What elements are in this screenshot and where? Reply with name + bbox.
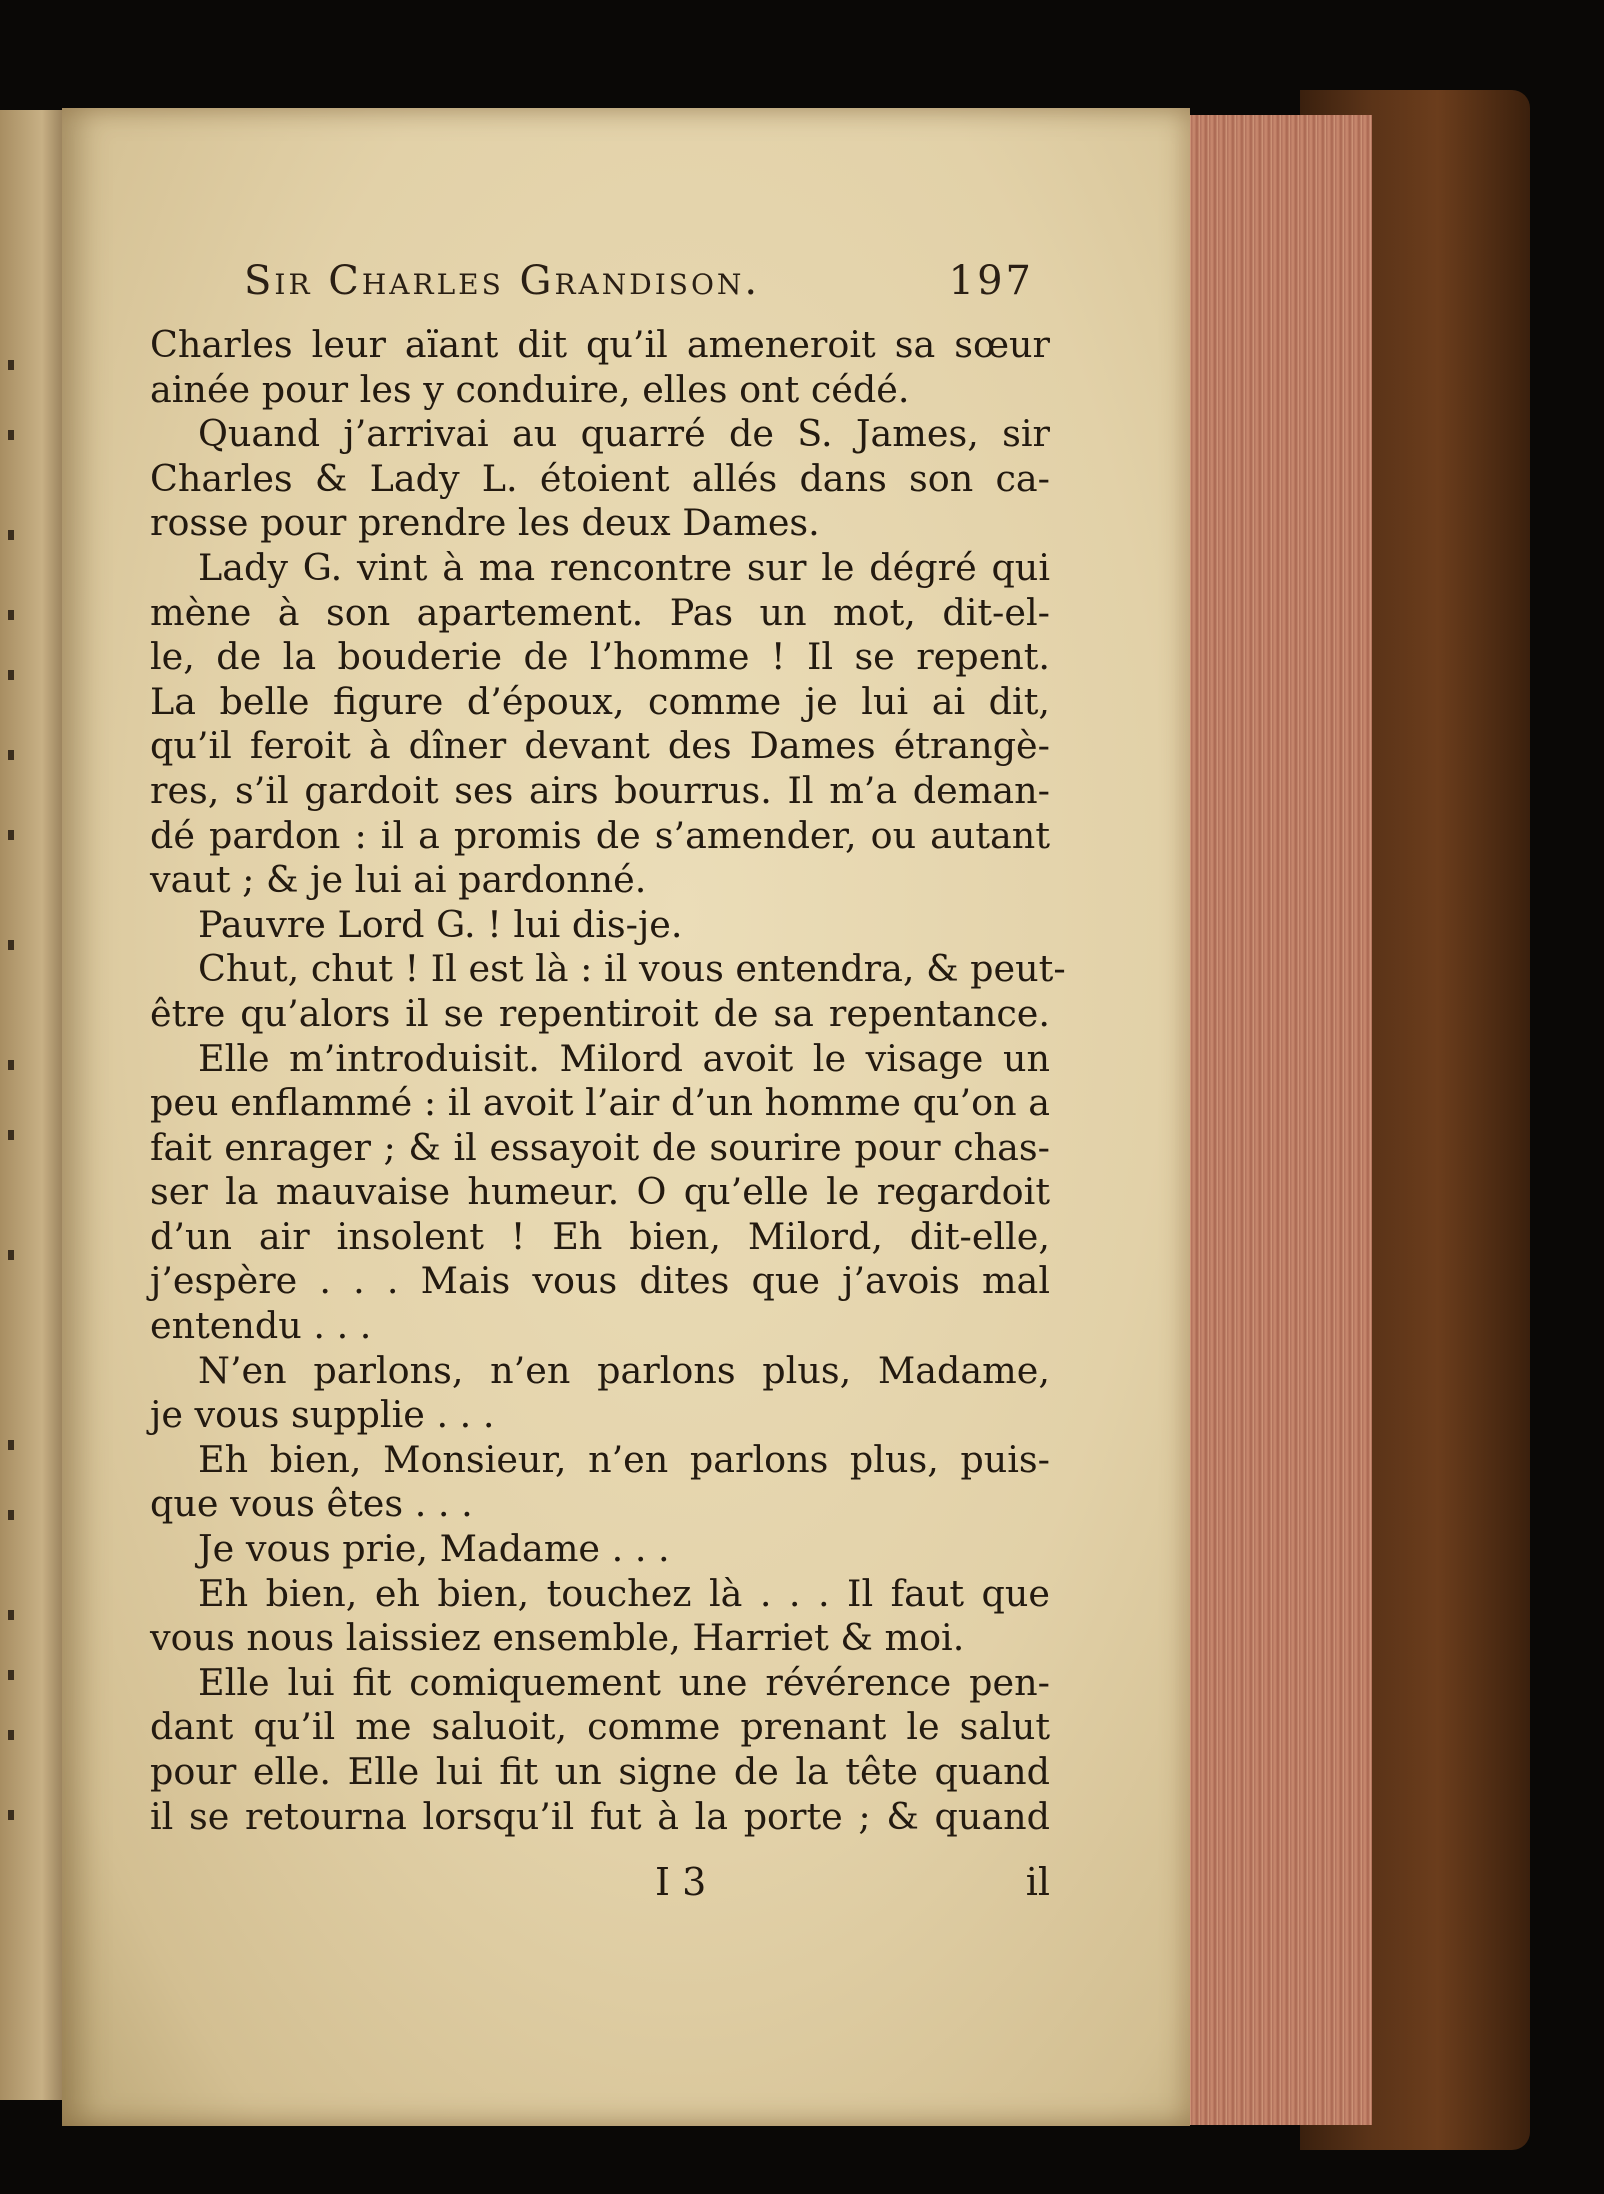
text-line: Je vous prie, Madame . . .: [198, 1527, 670, 1571]
text-line: Charles leur aïant dit qu’il ameneroit sa sœur: [150, 323, 1050, 366]
left-page-mark: [8, 1730, 14, 1740]
text-line: peu enflammé : il avoit l’air d’un homme qu’on a: [150, 1081, 1050, 1125]
signature-mark: I 3: [655, 1860, 707, 1904]
text-line: dant qu’il me saluoit, comme prenant le salut: [150, 1705, 1050, 1749]
page-fore-edge: [1180, 115, 1372, 2125]
text-line: Eh bien, Monsieur, n’en parlons plus, puis-: [198, 1437, 1050, 1481]
left-page-mark: [8, 1670, 14, 1680]
text-line: mène à son apartement. Pas un mot, dit-el-: [150, 590, 1050, 634]
text-line: fait enrager ; & il essayoit de sourire pour chas-: [150, 1125, 1050, 1169]
left-page-mark: [8, 530, 14, 540]
text-line: le, de la bouderie de l’homme ! Il se repent.: [150, 635, 1050, 679]
left-page-mark: [8, 1130, 14, 1140]
text-line: d’un air insolent ! Eh bien, Milord, dit-elle,: [150, 1214, 1050, 1258]
left-page-mark: [8, 1610, 14, 1620]
left-page-mark: [8, 830, 14, 840]
book-page: [62, 108, 1190, 2126]
text-line: Chut, chut ! Il est là : il vous entendra, & peut-: [198, 947, 1066, 991]
text-line: pour elle. Elle lui fit un signe de la tête quand: [150, 1750, 1050, 1793]
text-line: ser la mauvaise humeur. O qu’elle le regardoit: [150, 1170, 1050, 1214]
left-page-mark: [8, 670, 14, 680]
left-page-mark: [8, 1060, 14, 1070]
left-page-mark: [8, 1440, 14, 1450]
text-line: ainée pour les y conduire, elles ont cédé.: [150, 367, 910, 411]
left-page-mark: [8, 1510, 14, 1520]
text-line: j’espère . . . Mais vous dites que j’avois mal: [150, 1259, 1050, 1303]
left-page-edge: [0, 110, 70, 2100]
text-line: rosse pour prendre les deux Dames.: [150, 501, 820, 545]
text-line: il se retourna lorsqu’il fut à la porte ; & quand: [150, 1794, 1050, 1838]
left-page-mark: [8, 1810, 14, 1820]
text-line: entendu . . .: [150, 1304, 372, 1348]
page-text: [150, 323, 1066, 1839]
text-line: vaut ; & je lui ai pardonné.: [150, 858, 647, 902]
left-page-mark: [8, 610, 14, 620]
text-line: qu’il feroit à dîner devant des Dames étrangè-: [150, 724, 1050, 768]
text-line: N’en parlons, n’en parlons plus, Madame,: [198, 1348, 1050, 1392]
running-title: Sir Charles Grandison.: [244, 258, 761, 304]
text-line: Lady G. vint à ma rencontre sur le dégré qui: [198, 545, 1050, 589]
text-line: que vous êtes . . .: [150, 1482, 473, 1526]
text-line: Pauvre Lord G. ! lui dis-je.: [198, 902, 683, 946]
left-page-mark: [8, 360, 14, 370]
text-line: être qu’alors il se repentiroit de sa repentance.: [150, 991, 1050, 1035]
text-line: Eh bien, eh bien, touchez là . . . Il faut que: [198, 1571, 1050, 1615]
left-page-mark: [8, 940, 14, 950]
text-line: Quand j’arrivai au quarré de S. James, sir: [198, 412, 1050, 456]
text-line: Elle lui fit comiquement une révérence pen-: [198, 1660, 1050, 1704]
page-number: 197: [948, 258, 1034, 304]
text-line: res, s’il gardoit ses airs bourrus. Il m’a deman-: [150, 768, 1050, 812]
text-line: dé pardon : il a promis de s’amender, ou autant: [150, 813, 1050, 857]
text-line: Elle m’introduisit. Milord avoit le visage un: [198, 1036, 1050, 1080]
text-line: vous nous laissiez ensemble, Harriet & moi.: [150, 1616, 965, 1660]
left-page-mark: [8, 1250, 14, 1260]
catchword: il: [1025, 1860, 1050, 1904]
left-page-mark: [8, 750, 14, 760]
text-line: La belle figure d’époux, comme je lui ai dit,: [150, 679, 1050, 723]
text-line: Charles & Lady L. étoient allés dans son ca-: [150, 456, 1050, 500]
running-header: [244, 258, 1034, 304]
left-page-mark: [8, 430, 14, 440]
text-line: je vous supplie . . .: [150, 1393, 495, 1437]
